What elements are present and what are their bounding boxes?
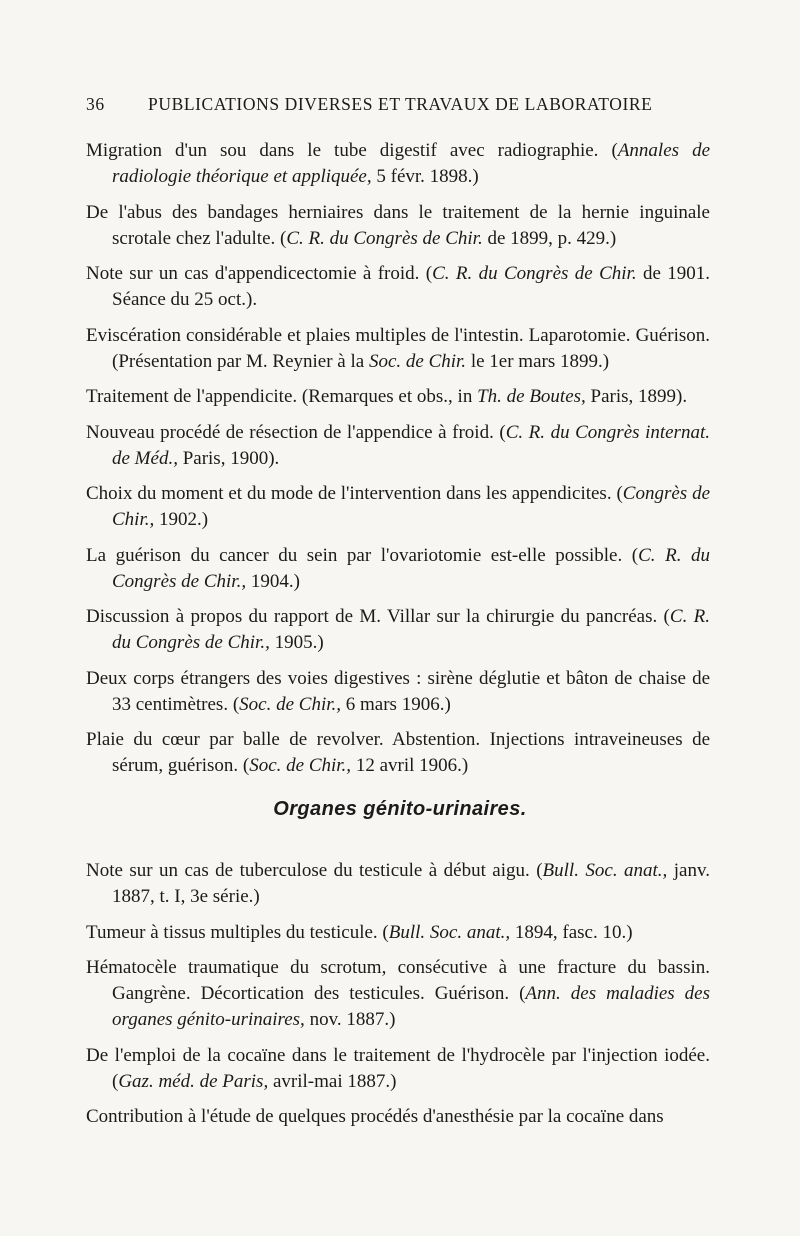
bibliography-entry: Hématocèle traumatique du scrotum, consécutive à une fracture du bassin. Gangrène. Décortication des testicules. Guérison. (Ann. des maladies des organes génito-urinaires, nov. 1887.)	[86, 957, 710, 1030]
bibliography-entry: Tumeur à tissus multiples du testicule. (Bull. Soc. anat., 1894, fasc. 10.)	[86, 921, 633, 943]
bibliography-entry: La guérison du cancer du sein par l'ovariotomie est-elle possible. (C. R. du Congrès de Chir., 1904.)	[86, 544, 711, 592]
bibliography-entry: De l'emploi de la cocaïne dans le traitement de l'hydrocèle par l'injection iodée. (Gaz. méd. de Paris, avril-mai 1887.)	[86, 1044, 710, 1092]
bibliography-entry: Migration d'un sou dans le tube digestif avec radiographie. (Annales de radiologie théorique et appliquée, 5 févr. 1898.)	[86, 140, 710, 187]
bibliography-entry: Choix du moment et du mode de l'intervention dans les appendicites. (Congrès de Chir., 1902.)	[86, 483, 711, 530]
section-heading: Organes génito-urinaires.	[273, 798, 527, 820]
bibliography-entry: Note sur un cas d'appendicectomie à froid. (C. R. du Congrès de Chir. de 1901. Séance du 25 oct.).	[86, 263, 711, 310]
bibliography-entry: Note sur un cas de tuberculose du testicule à début aigu. (Bull. Soc. anat., janv. 1887, t. I, 3e série.)	[86, 860, 710, 907]
bibliography-entry: De l'abus des bandages herniaires dans le traitement de la hernie inguinale scrotale chez l'adulte. (C. R. du Congrès de Chir. de 1899, p. 429.)	[86, 201, 710, 249]
entries-genito-urinary	[86, 858, 710, 1140]
bibliography-entry: Discussion à propos du rapport de M. Villar sur la chirurgie du pancréas. (C. R. du Congrès de Chir., 1905.)	[86, 606, 711, 653]
entries-digestive	[86, 138, 710, 789]
bibliography-entry: Contribution à l'étude de quelques procédés d'anesthésie par la cocaïne dans	[86, 1106, 664, 1127]
running-title: PUBLICATIONS DIVERSES ET TRAVAUX DE LABORATOIRE	[148, 94, 653, 114]
bibliography-entry: Nouveau procédé de résection de l'appendice à froid. (C. R. du Congrès internat. de Méd., Paris, 1900).	[86, 421, 710, 469]
bibliography-entry: Plaie du cœur par balle de revolver. Abstention. Injections intraveineuses de sérum, guérison. (Soc. de Chir., 12 avril 1906.)	[86, 729, 710, 776]
bibliography-entry: Traitement de l'appendicite. (Remarques et obs., in Th. de Boutes, Paris, 1899).	[86, 386, 688, 407]
bibliography-entry: Deux corps étrangers des voies digestives : sirène déglutie et bâton de chaise de 33 centimètres. (Soc. de Chir., 6 mars 1906.)	[86, 667, 710, 715]
bibliography-entry: Eviscération considérable et plaies multiples de l'intestin. Laparotomie. Guérison. (Présentation par M. Reynier à la Soc. de Chir. le 1er mars 1899.)	[86, 324, 710, 372]
page-number: 36	[86, 94, 105, 114]
